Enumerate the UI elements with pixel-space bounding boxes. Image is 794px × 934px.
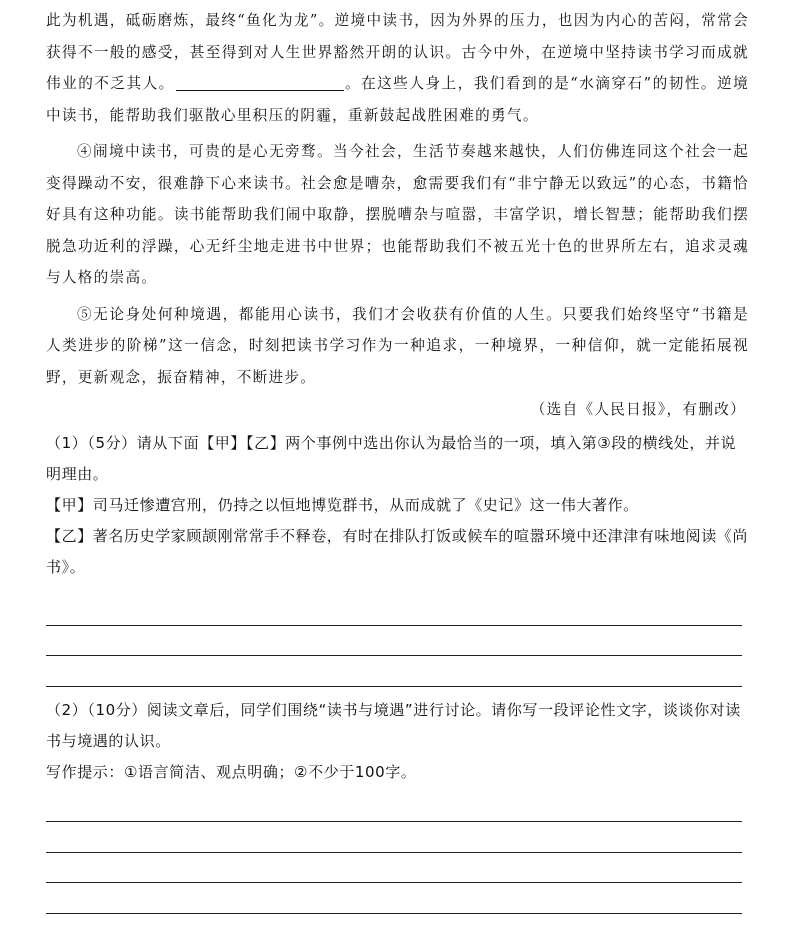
question-1-prompt: （1）（5分）请从下面【甲】【乙】两个事例中选出你认为最恰当的一项，填入第③段的横线处，并说明理由。	[46, 434, 737, 483]
reading-passage	[46, 5, 749, 393]
fill-in-blank[interactable]	[176, 74, 344, 91]
question-1-answer-area[interactable]	[46, 595, 749, 687]
source-citation: （选自《人民日报》，有删改）	[530, 401, 746, 418]
paragraph-3-text-before-blank: 此为机遇，砥砺磨炼，最终“鱼化为龙”。逆境中读书，因为外界的压力，也因为内心的苦闷，常常会获得不一般的感受，甚至得到对人生世界豁然开朗的认识。古今中外，在逆境中坚持读书学习而成就伟业的不乏其人。	[46, 12, 749, 92]
paragraph-3-text-after-blank: 。在这些人身上，我们看到的是“水滴穿石”的韧性。逆境中读书，能帮助我们驱散心里积压的阴霾，重新鼓起战胜困难的勇气。	[46, 75, 749, 124]
paragraph-5: ⑤无论身处何种境遇，都能用心读书，我们才会收获有价值的人生。只要我们始终坚守“书籍是人类进步的阶梯”这一信念，时刻把读书学习作为一种追求，一种境界，一种信仰，就一定能拓展视野，更新观念，振奋精神，不断进步。	[46, 305, 749, 386]
answer-line[interactable]	[46, 626, 742, 657]
paragraph-4: ④闹境中读书，可贵的是心无旁骛。当今社会，生活节奏越来越快，人们仿佛连同这个社会一起变得躁动不安，很难静下心来读书。社会愈是嘈杂，愈需要我们有“非宁静无以致远”的心态，书籍恰好具有这种功能。读书能帮助我们闹中取静，摆脱嘈杂与喧嚣，丰富学识，增长智慧；能帮助我们摆脱急功近利的浮躁，心无纤尘地走进书中世界；也能帮助我们不被五光十色的世界所左右，追求灵魂与人格的崇高。	[46, 143, 749, 286]
question-2	[46, 695, 749, 788]
answer-line[interactable]	[46, 792, 742, 823]
question-1-option-a: 【甲】司马迁惨遭宫刑，仍持之以恒地博览群书，从而成就了《史记》这一伟大著作。	[46, 496, 639, 514]
question-2-prompt: （2）（10分）阅读文章后，同学们围绕“读书与境遇”进行讨论。请你写一段评论性文字，谈谈你对读书与境遇的认识。	[46, 700, 741, 750]
question-2-hint: 写作提示：①语言简洁、观点明确；②不少于100字。	[46, 762, 417, 781]
answer-line[interactable]	[46, 656, 742, 687]
answer-line[interactable]	[46, 853, 742, 884]
paragraph-3	[46, 5, 749, 131]
question-1-option-b: 【乙】著名历史学家顾颉刚常常手不释卷，有时在排队打饭或候车的喧嚣环境中还津津有味地阅读《尚书》。	[46, 527, 749, 576]
question-2-answer-area[interactable]	[46, 792, 749, 914]
questions-section	[46, 428, 749, 914]
answer-line[interactable]	[46, 883, 742, 914]
answer-line[interactable]	[46, 822, 742, 853]
answer-line[interactable]	[46, 595, 742, 626]
